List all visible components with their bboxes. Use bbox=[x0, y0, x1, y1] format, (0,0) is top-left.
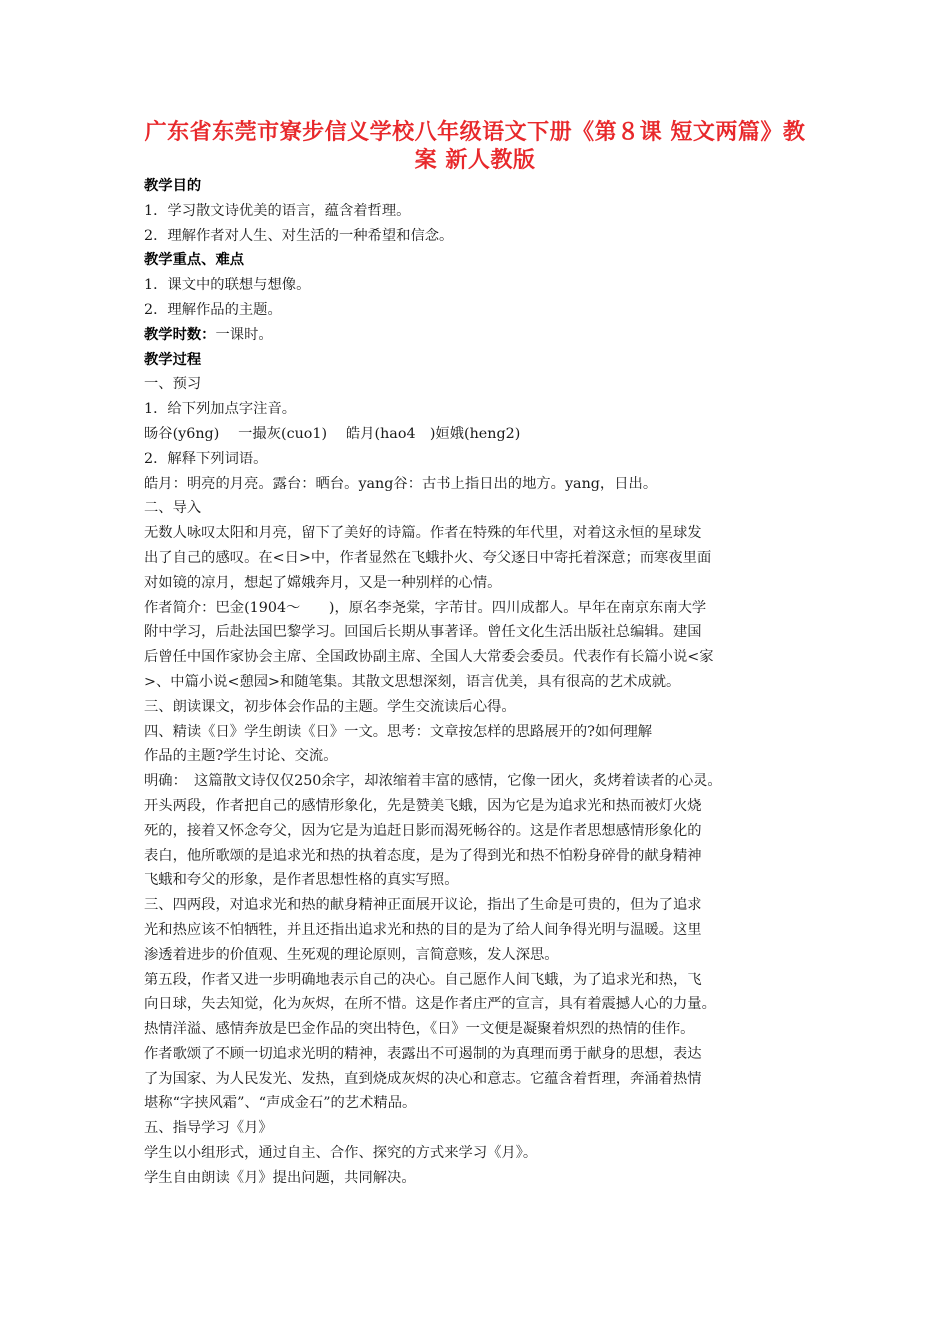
text-line: 了为国家、为人民发光、发热，直到烧成灰烬的决心和意志。它蕴含着哲理，奔涌着热情 bbox=[144, 1070, 702, 1087]
line-value: 一课时。 bbox=[215, 326, 273, 343]
text-line: 作者歌颂了不顾一切追求光明的精神，表露出不可遏制的为真理而勇于献身的思想，表达 bbox=[144, 1045, 702, 1062]
text-line: 三、朗读课文，初步体会作品的主题。学生交流读后心得。 bbox=[144, 698, 516, 715]
text-line: 皓月：明亮的月亮。露台：晒台。yang谷：古书上指日出的地方。yang，日出。 bbox=[144, 475, 658, 492]
text-line: 1．学习散文诗优美的语言，蕴含着哲理。 bbox=[144, 202, 411, 219]
text-line: 渗透着进步的价值观、生死观的理论原则，言简意赅，发人深思。 bbox=[144, 946, 559, 963]
text-line: 飞蛾和夸父的形象，是作者思想性格的真实写照。 bbox=[144, 872, 459, 889]
text-line: 学生自由朗读《月》提出问题，共同解决。 bbox=[144, 1169, 416, 1186]
text-line: 堪称“字挟风霜”、“声成金石”的艺术精品。 bbox=[144, 1095, 417, 1112]
text-line: 对如镜的凉月，想起了嫦娥奔月，又是一种别样的心情。 bbox=[144, 574, 502, 591]
title-line-1: 广东省东莞市寮步信义学校八年级语文下册《第８课 短文两篇》教 bbox=[144, 119, 806, 145]
text-line: 第五段，作者又进一步明确地表示自己的决心。自己愿作人间飞蛾，为了追求光和热，飞 bbox=[144, 971, 702, 988]
text-line: 后曾任中国作家协会主席、全国政协副主席、全国人大常委会委员。代表作有长篇小说<家 bbox=[144, 649, 714, 666]
text-line: 向日球，失去知觉，化为灰烬，在所不惜。这是作者庄严的宣言，具有着震撼人心的力量。 bbox=[144, 996, 716, 1013]
text-line: 四、精读《日》学生朗读《日》一文。思考：文章按怎样的思路展开的?如何理解 bbox=[144, 723, 653, 740]
text-line: 光和热应该不怕牺牲，并且还指出追求光和热的目的是为了给人间争得光明与温暖。这里 bbox=[144, 921, 702, 938]
text-line: 明确： 这篇散文诗仅仅250余字，却浓缩着丰富的感情，它像一团火，炙烤着读者的心灵。 bbox=[144, 773, 722, 790]
text-line: 五、指导学习《月》 bbox=[144, 1120, 273, 1137]
document-title bbox=[118, 118, 832, 174]
text-line: 一、预习 bbox=[144, 376, 202, 393]
text-line: 附中学习，后赴法国巴黎学习。回国后长期从事著译。曾任文化生活出版社总编辑。建国 bbox=[144, 624, 702, 641]
text-line: 1．课文中的联想与想像。 bbox=[144, 277, 311, 294]
text-line: 旸谷(y6ng) 一撮灰(cuo1) 皓月(hao4 )姮娥(heng2) bbox=[144, 425, 521, 442]
text-line: 2．理解作品的主题。 bbox=[144, 301, 282, 318]
text-line: 三、四两段，对追求光和热的献身精神正面展开议论，指出了生命是可贵的，但为了追求 bbox=[144, 897, 702, 914]
text-line: 热情洋溢、感情奔放是巴金作品的突出特色，《日》一文便是凝聚着炽烈的热情的佳作。 bbox=[144, 1021, 695, 1038]
text-line: 2．解释下列词语。 bbox=[144, 450, 268, 467]
text-line: 表白，他所歌颂的是追求光和热的执着态度，是为了得到光和热不怕粉身碎骨的献身精神 bbox=[144, 847, 702, 864]
section-heading: 教学过程 bbox=[144, 351, 202, 368]
section-heading: 教学目的 bbox=[144, 178, 202, 194]
document-body bbox=[144, 174, 814, 1191]
text-line: 开头两段，作者把自己的感情形象化，先是赞美飞蛾，因为它是为追求光和热而被灯火烧 bbox=[144, 797, 702, 814]
line-label: 教学时数： bbox=[144, 326, 216, 343]
text-line: 作者简介：巴金(1904～ )，原名李尧棠，字芾甘。四川成都人。早年在南京东南大学 bbox=[144, 599, 707, 616]
section-heading: 教学重点、难点 bbox=[144, 252, 245, 269]
text-line: 2．理解作者对人生、对生活的一种希望和信念。 bbox=[144, 227, 454, 244]
text-line: 作品的主题?学生讨论、交流。 bbox=[144, 748, 338, 765]
text-line: 无数人咏叹太阳和月亮，留下了美好的诗篇。作者在特殊的年代里，对着这永恒的星球发 bbox=[144, 525, 702, 542]
text-line: 1．给下列加点字注音。 bbox=[144, 401, 297, 418]
text-line: 二、导入 bbox=[144, 500, 202, 517]
text-line: >、中篇小说<憩园>和随笔集。其散文思想深刻，语言优美，具有很高的艺术成就。 bbox=[144, 673, 681, 690]
labeled-line bbox=[144, 323, 814, 348]
title-line-2: 案 新人教版 bbox=[414, 147, 536, 173]
text-line: 出了自己的感叹。在<日>中，作者显然在飞蛾扑火、夸父逐日中寄托着深意；而寒夜里面 bbox=[144, 549, 712, 566]
text-line: 学生以小组形式，通过自主、合作、探究的方式来学习《月》。 bbox=[144, 1145, 538, 1162]
text-line: 死的，接着又怀念夸父，因为它是为追赶日影而渴死畅谷的。这是作者思想感情形象化的 bbox=[144, 822, 702, 839]
